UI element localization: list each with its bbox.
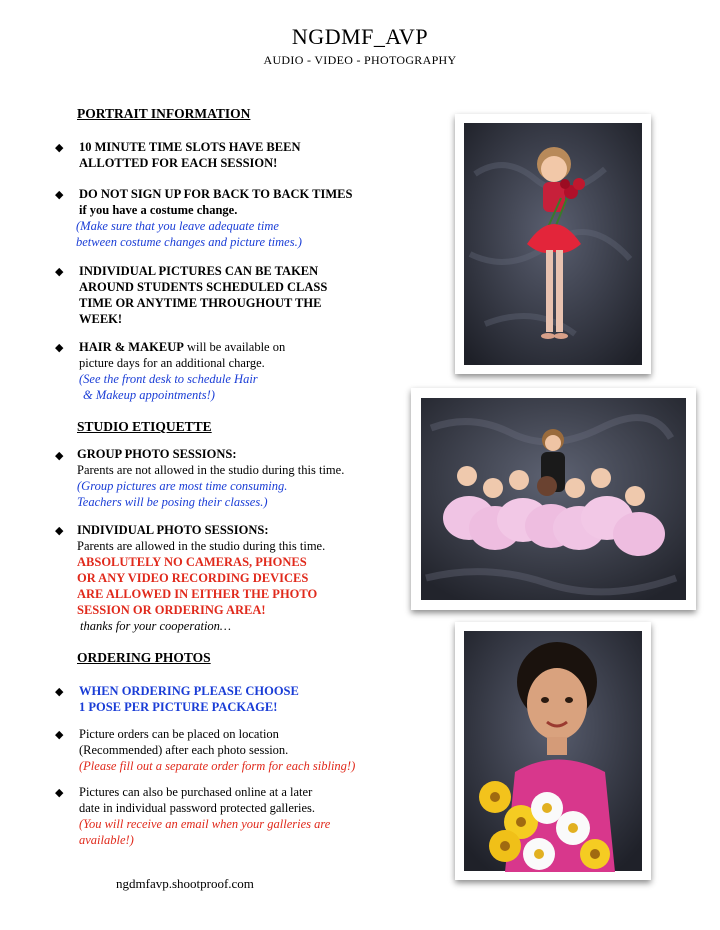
bullet-icon: ◆ xyxy=(55,525,64,537)
bullet-icon: ◆ xyxy=(55,266,64,278)
etiquette-group: GROUP PHOTO SESSIONS: Parents are not allowed in the studio during this time. (Group pictures are most time consuming. Teachers will be posing their classes.) xyxy=(77,447,345,509)
etiquette-heading: STUDIO ETIQUETTE xyxy=(77,419,212,434)
bullet-icon: ◆ xyxy=(55,142,64,154)
gallery-url: ngdmfavp.shootproof.com xyxy=(116,876,254,891)
bullet-icon: ◆ xyxy=(55,729,64,741)
bullet-icon: ◆ xyxy=(55,686,64,698)
portrait-item-2-note: (Make sure that you leave adequate time between costume changes and picture times.) xyxy=(76,219,302,249)
portrait-photo-roses xyxy=(455,114,651,374)
etiquette-individual: INDIVIDUAL PHOTO SESSIONS: Parents are allowed in the studio during this time. ABSOLUTELY NO CAMERAS, PHONES OR ANY VIDEO RECORDING DEVICES ARE ALLOWED IN EITHER THE PHOTO SESSION OR ORDERING AREA! thanks for your cooperation… xyxy=(77,523,326,633)
portrait-item-1: 10 MINUTE TIME SLOTS HAVE BEEN ALLOTTED FOR EACH SESSION! xyxy=(79,140,301,170)
portrait-item-4: HAIR & MAKEUP will be available on picture days for an additional charge. xyxy=(79,340,286,370)
ordering-item-2: Picture orders can be placed on location (Recommended) after each photo session. (Please fill out a separate order form for each sibling!) xyxy=(79,727,356,773)
page-title: NGDMF_AVP xyxy=(291,24,429,49)
portrait-item-3: INDIVIDUAL PICTURES CAN BE TAKEN AROUND STUDENTS SCHEDULED CLASS TIME OR ANYTIME THROUGHOUT THE WEEK! xyxy=(79,264,328,326)
group-class-photo xyxy=(411,388,696,610)
bullet-icon: ◆ xyxy=(55,450,64,462)
bullet-icon: ◆ xyxy=(55,342,64,354)
bullet-icon: ◆ xyxy=(55,189,64,201)
ordering-item-3: Pictures can also be purchased online at a later date in individual password protected galleries. (You will receive an email when your galleries are available!) xyxy=(79,785,331,847)
page-subtitle: AUDIO - VIDEO - PHOTOGRAPHY xyxy=(263,53,457,67)
portrait-photo-daisies xyxy=(455,622,651,880)
portrait-item-2: DO NOT SIGN UP FOR BACK TO BACK TIMES if you have a costume change. xyxy=(79,187,353,217)
ordering-item-1: WHEN ORDERING PLEASE CHOOSE 1 POSE PER PICTURE PACKAGE! xyxy=(79,684,299,714)
portrait-heading: PORTRAIT INFORMATION xyxy=(77,106,251,121)
bullet-icon: ◆ xyxy=(55,787,64,799)
ordering-heading: ORDERING PHOTOS xyxy=(77,650,211,665)
portrait-item-4-note: (See the front desk to schedule Hair & Makeup appointments!) xyxy=(79,372,258,402)
